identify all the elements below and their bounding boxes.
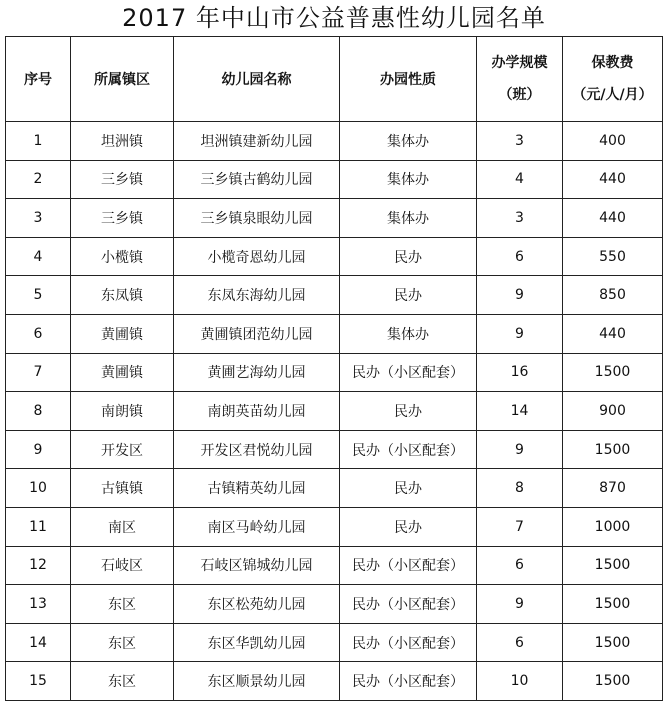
header-row [6, 37, 663, 122]
cell-fee: 850 [563, 276, 663, 315]
cell-fee: 440 [563, 314, 663, 353]
cell-scale: 9 [477, 276, 563, 315]
cell-scale: 7 [477, 507, 563, 546]
header-fee-line2: （元/人/月） [572, 87, 653, 103]
header-scale [477, 37, 563, 122]
cell-name: 坦洲镇建新幼儿园 [174, 122, 340, 161]
cell-fee: 440 [563, 160, 663, 199]
cell-fee: 900 [563, 392, 663, 431]
table-row [6, 276, 663, 315]
cell-no: 4 [6, 237, 71, 276]
table-header [6, 37, 663, 122]
cell-type: 民办（小区配套） [340, 430, 477, 469]
cell-name: 三乡镇古鹤幼儿园 [174, 160, 340, 199]
header-town: 所属镇区 [71, 37, 174, 122]
table-row [6, 623, 663, 662]
cell-fee: 1000 [563, 507, 663, 546]
cell-no: 13 [6, 585, 71, 624]
cell-type: 集体办 [340, 314, 477, 353]
cell-scale: 6 [477, 546, 563, 585]
cell-no: 3 [6, 199, 71, 238]
header-fee [563, 37, 663, 122]
cell-type: 民办 [340, 507, 477, 546]
cell-fee: 550 [563, 237, 663, 276]
table-row [6, 585, 663, 624]
cell-name: 南区马岭幼儿园 [174, 507, 340, 546]
cell-town: 东区 [71, 585, 174, 624]
cell-town: 东凤镇 [71, 276, 174, 315]
cell-town: 南区 [71, 507, 174, 546]
cell-type: 民办 [340, 469, 477, 508]
cell-no: 2 [6, 160, 71, 199]
header-name: 幼儿园名称 [174, 37, 340, 122]
table-row [6, 314, 663, 353]
cell-name: 小榄奇恩幼儿园 [174, 237, 340, 276]
cell-no: 15 [6, 662, 71, 701]
cell-scale: 3 [477, 122, 563, 161]
cell-town: 黄圃镇 [71, 353, 174, 392]
cell-type: 民办（小区配套） [340, 662, 477, 701]
cell-name: 石岐区锦城幼儿园 [174, 546, 340, 585]
table-row [6, 392, 663, 431]
cell-name: 黄圃艺海幼儿园 [174, 353, 340, 392]
cell-type: 集体办 [340, 160, 477, 199]
table-row [6, 469, 663, 508]
cell-type: 民办（小区配套） [340, 546, 477, 585]
table-body [6, 122, 663, 701]
document-title: 2017 年中山市公益普惠性幼儿园名单 [122, 4, 546, 32]
cell-name: 三乡镇泉眼幼儿园 [174, 199, 340, 238]
cell-town: 黄圃镇 [71, 314, 174, 353]
cell-scale: 9 [477, 585, 563, 624]
cell-town: 坦洲镇 [71, 122, 174, 161]
cell-fee: 870 [563, 469, 663, 508]
cell-no: 7 [6, 353, 71, 392]
cell-no: 8 [6, 392, 71, 431]
table-row [6, 662, 663, 701]
table-row [6, 160, 663, 199]
table-row [6, 237, 663, 276]
cell-type: 集体办 [340, 122, 477, 161]
cell-name: 东区顺景幼儿园 [174, 662, 340, 701]
cell-town: 三乡镇 [71, 199, 174, 238]
cell-name: 开发区君悦幼儿园 [174, 430, 340, 469]
cell-scale: 9 [477, 430, 563, 469]
cell-scale: 6 [477, 623, 563, 662]
header-scale-line1: 办学规模 [491, 55, 548, 71]
cell-town: 石岐区 [71, 546, 174, 585]
cell-type: 民办（小区配套） [340, 585, 477, 624]
cell-type: 民办（小区配套） [340, 623, 477, 662]
cell-name: 南朗英苗幼儿园 [174, 392, 340, 431]
cell-name: 东区华凯幼儿园 [174, 623, 340, 662]
table-row [6, 122, 663, 161]
cell-town: 南朗镇 [71, 392, 174, 431]
cell-name: 黄圃镇团范幼儿园 [174, 314, 340, 353]
cell-scale: 8 [477, 469, 563, 508]
cell-no: 11 [6, 507, 71, 546]
cell-no: 14 [6, 623, 71, 662]
cell-town: 古镇镇 [71, 469, 174, 508]
cell-town: 东区 [71, 662, 174, 701]
cell-no: 10 [6, 469, 71, 508]
cell-no: 1 [6, 122, 71, 161]
cell-fee: 1500 [563, 623, 663, 662]
cell-fee: 440 [563, 199, 663, 238]
cell-scale: 16 [477, 353, 563, 392]
cell-type: 民办（小区配套） [340, 353, 477, 392]
table-row [6, 546, 663, 585]
cell-scale: 4 [477, 160, 563, 199]
cell-no: 9 [6, 430, 71, 469]
table-row [6, 199, 663, 238]
table-row [6, 507, 663, 546]
table-row [6, 430, 663, 469]
cell-no: 5 [6, 276, 71, 315]
cell-town: 三乡镇 [71, 160, 174, 199]
cell-fee: 1500 [563, 546, 663, 585]
cell-scale: 6 [477, 237, 563, 276]
cell-fee: 1500 [563, 585, 663, 624]
header-type: 办园性质 [340, 37, 477, 122]
cell-scale: 3 [477, 199, 563, 238]
table-row [6, 353, 663, 392]
header-fee-line1: 保教费 [591, 55, 634, 71]
cell-name: 东凤东海幼儿园 [174, 276, 340, 315]
cell-type: 集体办 [340, 199, 477, 238]
cell-fee: 1500 [563, 430, 663, 469]
cell-name: 东区松苑幼儿园 [174, 585, 340, 624]
cell-no: 12 [6, 546, 71, 585]
kindergarten-table [5, 36, 663, 701]
cell-scale: 14 [477, 392, 563, 431]
cell-type: 民办 [340, 392, 477, 431]
cell-town: 东区 [71, 623, 174, 662]
cell-scale: 9 [477, 314, 563, 353]
cell-name: 古镇精英幼儿园 [174, 469, 340, 508]
cell-town: 开发区 [71, 430, 174, 469]
cell-fee: 400 [563, 122, 663, 161]
cell-no: 6 [6, 314, 71, 353]
cell-town: 小榄镇 [71, 237, 174, 276]
cell-type: 民办 [340, 237, 477, 276]
cell-type: 民办 [340, 276, 477, 315]
cell-fee: 1500 [563, 353, 663, 392]
header-scale-line2: （班） [498, 87, 541, 103]
cell-scale: 10 [477, 662, 563, 701]
header-no: 序号 [6, 37, 71, 122]
cell-fee: 1500 [563, 662, 663, 701]
